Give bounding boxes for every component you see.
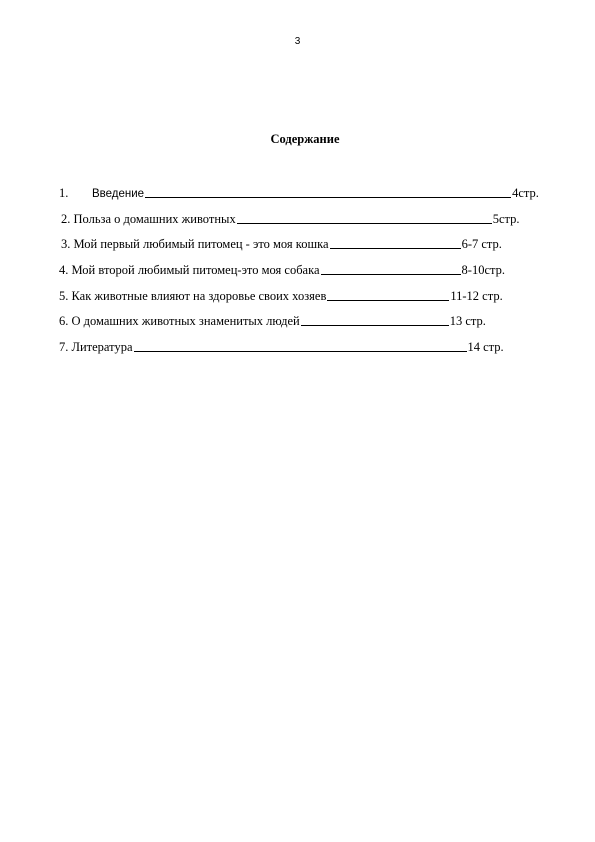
toc-entry-text: 3. Мой первый любимый питомец - это моя кошка — [61, 237, 329, 251]
toc-entry-first-pet-cat — [61, 235, 502, 252]
toc-entry-page: 14 стр. — [467, 340, 504, 354]
toc-leader-line — [134, 339, 467, 352]
toc-entry-text: 7. Литература — [59, 340, 133, 354]
toc-entry-text: 4. Мой второй любимый питомец-это моя собака — [59, 263, 320, 277]
toc-entry-text: 2. Польза о домашних животных — [61, 212, 236, 226]
toc-leader-line — [327, 288, 449, 301]
toc-title: Содержание — [270, 132, 340, 146]
toc-entry-page: 11-12 стр. — [450, 289, 503, 303]
toc-entry-pet-benefits — [61, 210, 520, 227]
toc-leader-line — [301, 313, 449, 326]
toc-leader-line — [237, 211, 492, 224]
toc-entry-introduction — [59, 184, 539, 202]
toc-entry-text: 6. О домашних животных знаменитых людей — [59, 314, 300, 328]
toc-entry-page: 4стр. — [512, 186, 539, 200]
toc-entry-page: 8-10стр. — [461, 263, 505, 277]
toc-leader-line — [145, 185, 511, 198]
toc-entry-page: 6-7 стр. — [461, 237, 502, 251]
toc-entry-second-pet-dog — [59, 261, 505, 278]
page-number: 3 — [294, 36, 301, 47]
toc-leader-line — [330, 236, 461, 249]
toc-leader-line — [321, 262, 461, 275]
toc-entry-health-influence — [59, 287, 503, 304]
toc-entry-page: 5стр. — [492, 212, 520, 226]
toc-entry-page: 13 стр. — [449, 314, 486, 328]
toc-entry-number: 1. — [59, 186, 69, 200]
toc-entry-text: 5. Как животные влияют на здоровье своих хозяев — [59, 289, 327, 303]
toc-entry-literature — [59, 338, 504, 355]
toc-entry-famous-people-pets — [59, 312, 486, 329]
toc-entry-text: Введение — [92, 188, 145, 200]
